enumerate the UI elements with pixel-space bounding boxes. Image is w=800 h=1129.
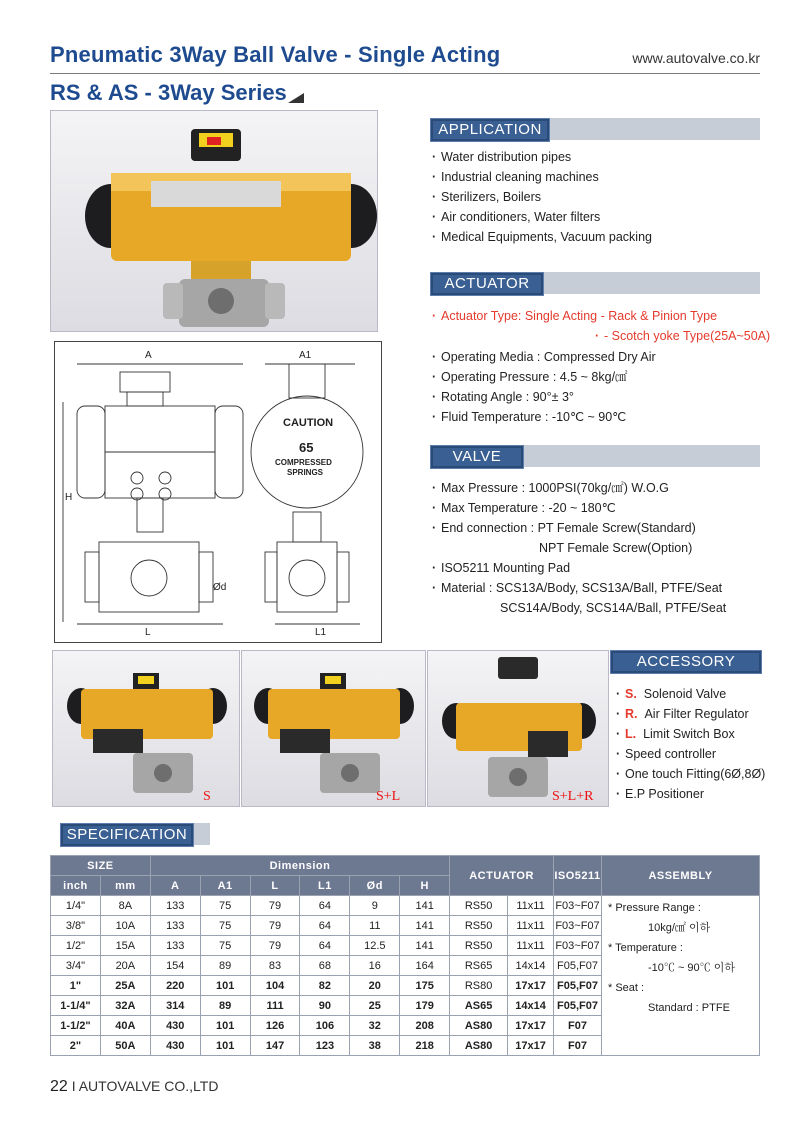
actuator-type-2: · - Scotch yoke Type(25A~50A) <box>432 326 770 346</box>
list-item: · Medical Equipments, Vacuum packing <box>432 227 652 247</box>
list-item: · Air conditioners, Water filters <box>432 207 652 227</box>
list-item: · L. Limit Switch Box <box>616 724 765 744</box>
table-header-d: Ød <box>350 876 400 896</box>
table-row: 1/4" 8A 133 75 79 64 9 141 RS50 11x11 F03~F07 * Pressure Range : 10kg/㎠ 이하 * Temperature : -10℃ ~ 90℃ 이하 * Seat : Standard : PTFE <box>51 896 760 916</box>
table-header-a: A <box>150 876 200 896</box>
table-row: 1/2" 15A 133 75 79 64 12.5 141 RS50 11x11 F03~F07 <box>51 936 760 956</box>
dim-d-label: Ød <box>213 582 227 593</box>
caution-label: CAUTION <box>283 417 334 429</box>
list-item: · Speed controller <box>616 744 765 764</box>
dim-a1-label: A1 <box>299 350 312 361</box>
accessory-list <box>616 684 765 804</box>
header-divider <box>50 73 760 74</box>
valve-list <box>432 478 696 538</box>
dim-a-label: A <box>145 350 152 361</box>
dim-h-label: H <box>65 492 73 503</box>
table-header-a1: A1 <box>200 876 250 896</box>
table-row: 3/4" 20A 154 89 83 68 16 164 RS65 14x14 F05,F07 <box>51 956 760 976</box>
specification-table <box>50 855 760 1056</box>
list-item: · Operating Media : Compressed Dry Air <box>432 347 656 367</box>
table-header-size: SIZE <box>51 856 151 876</box>
page-number: 22 <box>50 1078 68 1095</box>
table-header-l1: L1 <box>300 876 350 896</box>
dimension-drawing <box>54 341 382 643</box>
page-title: Pneumatic 3Way Ball Valve - Single Acting <box>50 42 501 67</box>
table-header-assembly: ASSEMBLY <box>601 856 759 896</box>
dim-l-label: L <box>145 627 151 638</box>
list-item: · Operating Pressure : 4.5 ~ 8kg/㎠ <box>432 367 656 387</box>
seat-label: * Seat : <box>607 982 645 994</box>
company-name: I AUTOVALVE CO.,LTD <box>71 1078 219 1094</box>
list-item: · Material : SCS13A/Body, SCS13A/Ball, PTFE/Seat <box>432 578 722 598</box>
list-item: · E.P Positioner <box>616 784 765 804</box>
application-heading: APPLICATION <box>430 118 550 142</box>
actuator-type: · Actuator Type: Single Acting - Rack & Pinion Type <box>432 306 770 326</box>
list-item: · Max Temperature : -20 ~ 180℃ <box>432 498 696 518</box>
pressure-value: 10kg/㎠ 이하 <box>647 922 711 934</box>
list-item: · One touch Fitting(6Ø,8Ø) <box>616 764 765 784</box>
table-header-dimension: Dimension <box>150 856 449 876</box>
dim-l1-label: L1 <box>315 627 327 638</box>
list-item: · ISO5211 Mounting Pad <box>432 558 722 578</box>
list-item: · Sterilizers, Boilers <box>432 187 652 207</box>
actuator-spec-list <box>432 347 656 427</box>
valve-heading: VALVE <box>430 445 524 469</box>
list-item: · Industrial cleaning machines <box>432 167 652 187</box>
table-row: 3/8" 10A 133 75 79 64 11 141 RS50 11x11 F03~F07 <box>51 916 760 936</box>
table-header-mm: mm <box>100 876 150 896</box>
accessory-photo-slr <box>427 650 609 807</box>
end-connection-option: NPT Female Screw(Option) <box>539 541 693 555</box>
list-item: · S. Solenoid Valve <box>616 684 765 704</box>
table-header-l: L <box>250 876 300 896</box>
temperature-value: -10℃ ~ 90℃ 이하 <box>647 962 735 974</box>
table-header-actuator: ACTUATOR <box>450 856 554 896</box>
website-url[interactable]: www.autovalve.co.kr <box>632 50 760 66</box>
temperature-label: * Temperature : <box>607 942 683 954</box>
specification-heading: SPECIFICATION <box>60 823 194 847</box>
accessory-photo-s <box>52 650 240 807</box>
pressure-label: * Pressure Range : <box>607 902 701 914</box>
assembly-notes <box>601 896 759 1056</box>
table-header-inch: inch <box>51 876 101 896</box>
springs-text-2: SPRINGS <box>287 468 324 477</box>
springs-text-1: COMPRESSED <box>275 458 332 467</box>
actuator-list <box>432 306 770 346</box>
product-photo-main <box>50 110 378 332</box>
list-item: · End connection : PT Female Screw(Standard) <box>432 518 696 538</box>
series-arrow-icon <box>288 93 304 103</box>
table-row: 1" 25A 220 101 104 82 20 175 RS80 17x17 F05,F07 <box>51 976 760 996</box>
photo-tag-s: S <box>203 789 211 804</box>
page-footer <box>50 1078 218 1096</box>
seat-value: Standard : PTFE <box>647 1002 730 1014</box>
photo-tag-sl: S+L <box>376 789 401 804</box>
material-alt: SCS14A/Body, SCS14A/Ball, PTFE/Seat <box>500 601 727 615</box>
list-item: · Rotating Angle : 90°± 3° <box>432 387 656 407</box>
valve-list-2 <box>432 558 722 598</box>
springs-number: 65 <box>299 440 314 455</box>
photo-tag-slr: S+L+R <box>552 789 594 804</box>
list-item: · Max Pressure : 1000PSI(70kg/㎠) W.O.G <box>432 478 696 498</box>
list-item: · R. Air Filter Regulator <box>616 704 765 724</box>
series-title: RS & AS - 3Way Series <box>50 80 287 105</box>
list-item: · Water distribution pipes <box>432 147 652 167</box>
actuator-heading: ACTUATOR <box>430 272 544 296</box>
accessory-photo-sl <box>241 650 426 807</box>
list-item: · Fluid Temperature : -10℃ ~ 90℃ <box>432 407 656 427</box>
application-list <box>432 147 652 247</box>
table-header-iso: ISO5211 <box>554 856 602 896</box>
accessory-heading: ACCESSORY <box>610 650 762 674</box>
table-row: 1-1/2" 40A 430 101 126 106 32 208 AS80 17x17 F07 <box>51 1016 760 1036</box>
table-row: 2" 50A 430 101 147 123 38 218 AS80 17x17 F07 <box>51 1036 760 1056</box>
table-row: 1-1/4" 32A 314 89 111 90 25 179 AS65 14x14 F05,F07 <box>51 996 760 1016</box>
table-header-h: H <box>400 876 450 896</box>
